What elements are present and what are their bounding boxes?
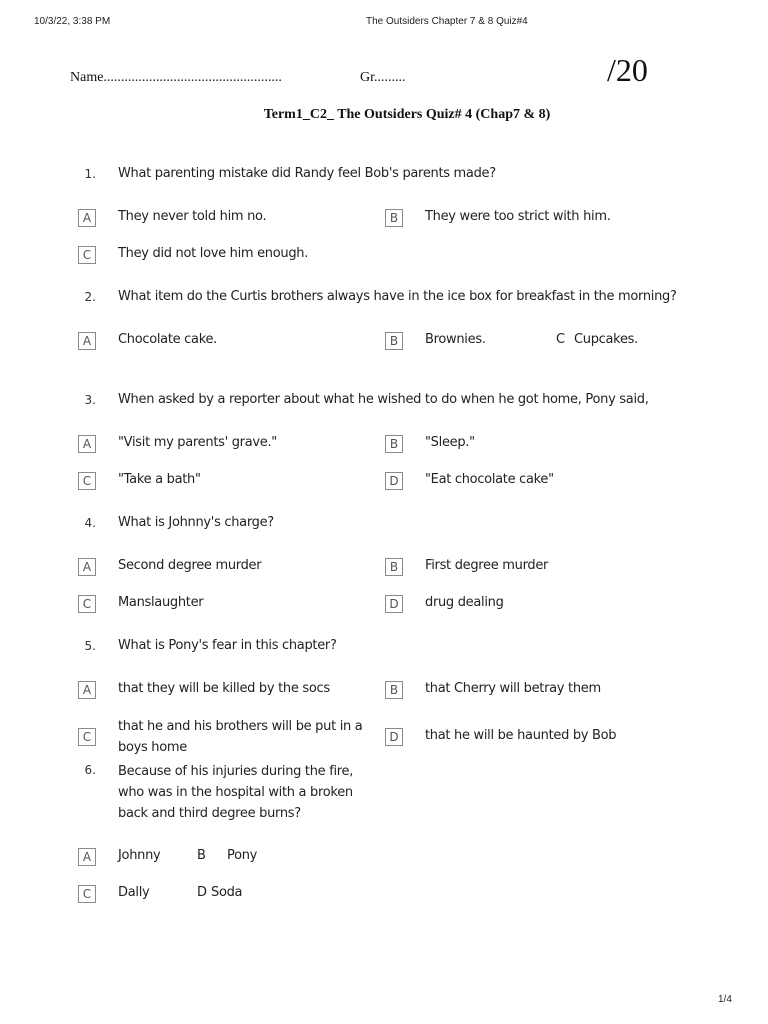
option-b-box[interactable]: B (385, 681, 403, 699)
option-b-box[interactable]: B (385, 209, 403, 227)
quiz-title: Term1_C2_ The Outsiders Quiz# 4 (Chap7 & 8) (263, 107, 551, 122)
option-a-box[interactable]: A (78, 209, 96, 227)
option-a-text: They never told him no. (118, 209, 267, 224)
option-c-box[interactable]: C (78, 472, 96, 490)
option-a-box[interactable]: A (78, 332, 96, 350)
question-number: 5. (84, 639, 96, 653)
question-text: When asked by a reporter about what he wished to do when he got home, Pony said, (118, 392, 649, 407)
option-d-text: drug dealing (425, 595, 504, 610)
name-field: Name................................................... (70, 70, 282, 85)
option-c-text: Cupcakes. (574, 332, 638, 347)
option-c-box[interactable]: C (78, 595, 96, 613)
option-b-box[interactable]: B (385, 332, 403, 350)
option-c-text: "Take a bath" (118, 472, 201, 487)
option-a-box[interactable]: A (78, 435, 96, 453)
option-c-box[interactable]: C (78, 246, 96, 264)
option-a-text: Johnny (118, 848, 161, 863)
option-b-text: Brownies. (425, 332, 486, 347)
question-number: 2. (84, 290, 96, 304)
option-a-text: "Visit my parents' grave." (118, 435, 277, 450)
option-a-text: that they will be killed by the socs (118, 681, 330, 696)
question-number: 1. (84, 167, 96, 181)
print-timestamp: 10/3/22, 3:38 PM (34, 16, 111, 27)
option-c-box[interactable]: C (78, 885, 96, 903)
question-text: What parenting mistake did Randy feel Bob's parents made? (118, 166, 496, 181)
option-a-box[interactable]: A (78, 558, 96, 576)
option-b-box[interactable]: B (385, 435, 403, 453)
question-text: What item do the Curtis brothers always have in the ice box for breakfast in the morning? (118, 289, 677, 304)
option-b-text: that Cherry will betray them (425, 681, 601, 696)
question-number: 6. (84, 763, 96, 777)
option-b-box[interactable]: B (385, 558, 403, 576)
grade-field: Gr......... (360, 70, 406, 85)
question-text: What is Johnny's charge? (118, 515, 274, 530)
option-d-text: Soda (211, 885, 243, 900)
option-d-text: that he will be haunted by Bob (425, 728, 617, 743)
option-d-box[interactable]: D (385, 595, 403, 613)
option-d-text: "Eat chocolate cake" (425, 472, 554, 487)
print-doc-title: The Outsiders Chapter 7 & 8 Quiz#4 (366, 16, 528, 27)
option-b-text: First degree murder (425, 558, 549, 573)
option-b-text: Pony (227, 848, 258, 863)
option-c-box[interactable]: C (78, 728, 96, 746)
question-number: 4. (84, 516, 96, 530)
page-number: 1/4 (718, 994, 732, 1005)
option-a-box[interactable]: A (78, 848, 96, 866)
option-d-letter[interactable]: D (197, 885, 207, 900)
option-b-text: They were too strict with him. (425, 209, 611, 224)
option-c-text: Manslaughter (118, 595, 204, 610)
question-text: Because of his injuries during the fire, who was in the hospital with a broken back and third degree burns? (118, 764, 354, 821)
score-total: /20 (607, 52, 648, 88)
option-b-text: "Sleep." (425, 435, 475, 450)
option-a-box[interactable]: A (78, 681, 96, 699)
option-b-letter[interactable]: B (197, 848, 206, 863)
option-c-text: They did not love him enough. (118, 246, 309, 261)
option-a-text: Chocolate cake. (118, 332, 217, 347)
option-c-letter[interactable]: C (556, 332, 565, 347)
question-text: What is Pony's fear in this chapter? (118, 638, 337, 653)
option-d-box[interactable]: D (385, 728, 403, 746)
option-d-box[interactable]: D (385, 472, 403, 490)
option-a-text: Second degree murder (118, 558, 262, 573)
option-c-text: Dally (118, 885, 150, 900)
option-c-text: that he and his brothers will be put in a boys home (118, 719, 363, 755)
question-number: 3. (84, 393, 96, 407)
